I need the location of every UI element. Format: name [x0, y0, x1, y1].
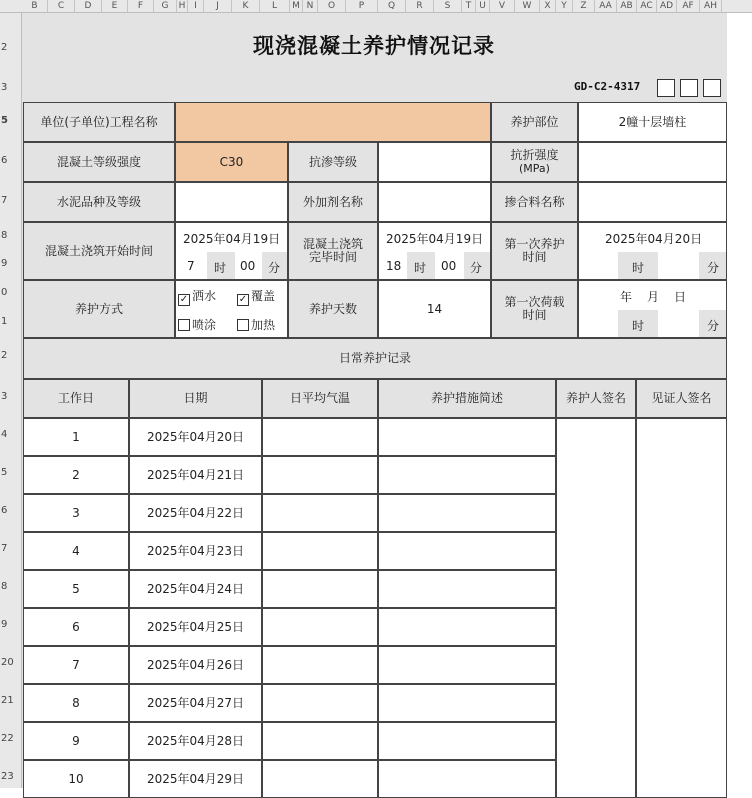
column-header[interactable]: X: [540, 0, 556, 13]
first-cure-label-line1: 第一次养护: [504, 237, 565, 251]
column-header[interactable]: C: [48, 0, 75, 13]
row-header[interactable]: 5: [1, 467, 8, 478]
cement-label: 水泥品种及等级: [23, 182, 175, 222]
column-header[interactable]: E: [102, 0, 128, 13]
mineral-value-cell[interactable]: [578, 182, 727, 222]
column-header[interactable]: K: [232, 0, 260, 13]
row-header[interactable]: 22: [1, 733, 14, 744]
first-load-label-line2: 时间: [522, 308, 547, 322]
unit-value-cell[interactable]: [175, 102, 491, 142]
date-cell[interactable]: 2025年04月23日: [129, 532, 262, 570]
end-time-label-line1: 混凝土浇筑: [302, 237, 363, 251]
admixture-label: 外加剂名称: [288, 182, 378, 222]
code-box-3[interactable]: [703, 79, 721, 97]
temp-cell[interactable]: [262, 456, 378, 494]
temp-cell[interactable]: [262, 570, 378, 608]
sheet-margin: [727, 13, 752, 788]
option-cover-label: 覆盖: [251, 289, 276, 303]
flexural-label-text: 抗折强度: [510, 148, 559, 162]
first-cure-hour-unit: 时: [632, 261, 645, 275]
row-header[interactable]: 8: [1, 230, 8, 241]
workday-cell[interactable]: 6: [23, 608, 129, 646]
row-header[interactable]: 4: [1, 429, 8, 440]
method-label: 养护方式: [23, 280, 175, 338]
workday-cell[interactable]: 3: [23, 494, 129, 532]
option-heat[interactable]: [237, 316, 275, 333]
page-title: 现浇混凝土养护情况记录: [253, 34, 495, 58]
row-header[interactable]: 3: [1, 82, 8, 93]
temp-cell[interactable]: [262, 418, 378, 456]
start-minute-unit: 分: [268, 261, 281, 275]
first-load-month-unit: 月: [647, 290, 660, 304]
start-hour[interactable]: 7: [187, 259, 195, 273]
row-header-bar: [0, 13, 22, 788]
unit-label: 单位(子单位)工程名称: [23, 102, 175, 142]
workday-cell[interactable]: 4: [23, 532, 129, 570]
measure-cell[interactable]: [378, 570, 556, 608]
option-heat-label: 加热: [251, 318, 276, 332]
first-cure-label-line2: 时间: [522, 250, 547, 264]
flexural-unit: (MPa): [519, 162, 550, 175]
end-time-label-line2: 完毕时间: [308, 250, 357, 264]
mineral-label: 掺合料名称: [491, 182, 578, 222]
option-cover[interactable]: [237, 287, 275, 306]
column-header[interactable]: AH: [700, 0, 722, 13]
first-load-label-line1: 第一次荷载: [504, 295, 565, 309]
start-hour-unit: 时: [214, 261, 227, 275]
row-header[interactable]: 2: [1, 350, 8, 361]
row-header[interactable]: 5: [1, 115, 8, 126]
first-load-year-unit: 年: [620, 290, 633, 304]
column-header[interactable]: AB: [617, 0, 637, 13]
date-cell[interactable]: 2025年04月27日: [129, 684, 262, 722]
cement-value-cell[interactable]: [175, 182, 288, 222]
workday-cell[interactable]: 5: [23, 570, 129, 608]
checkbox-spray[interactable]: [178, 319, 190, 331]
column-header[interactable]: V: [490, 0, 515, 13]
end-minute[interactable]: 00: [441, 259, 457, 273]
date-cell[interactable]: 2025年04月28日: [129, 722, 262, 760]
flexural-label: [491, 142, 578, 182]
column-header[interactable]: AC: [637, 0, 657, 13]
impermeability-value-cell[interactable]: [378, 142, 491, 182]
measure-cell[interactable]: [378, 760, 556, 798]
measure-cell[interactable]: [378, 494, 556, 532]
row-header[interactable]: 21: [1, 695, 14, 706]
row-header[interactable]: 23: [1, 771, 14, 782]
column-header[interactable]: N: [303, 0, 318, 13]
row-header[interactable]: 0: [1, 287, 8, 298]
column-header[interactable]: AF: [677, 0, 700, 13]
column-header[interactable]: G: [154, 0, 177, 13]
row-header[interactable]: 20: [1, 657, 14, 668]
col-header-witness-sign: 见证人签名: [636, 379, 727, 418]
column-header[interactable]: P: [346, 0, 378, 13]
witness-signature-cell[interactable]: [636, 418, 727, 798]
row-header[interactable]: 1: [1, 316, 8, 327]
start-time-label: 混凝土浇筑开始时间: [23, 222, 175, 280]
first-load-hour-unit: 时: [632, 319, 645, 333]
date-cell[interactable]: 2025年04月26日: [129, 646, 262, 684]
temp-cell[interactable]: [262, 722, 378, 760]
workday-cell[interactable]: 2: [23, 456, 129, 494]
date-cell[interactable]: 2025年04月24日: [129, 570, 262, 608]
column-header[interactable]: U: [476, 0, 490, 13]
column-header[interactable]: B: [22, 0, 48, 13]
column-header[interactable]: R: [406, 0, 434, 13]
end-date: 2025年04月19日: [386, 232, 484, 246]
temp-cell[interactable]: [262, 532, 378, 570]
curer-signature-cell[interactable]: [556, 418, 636, 798]
col-header-workday: 工作日: [23, 379, 129, 418]
end-hour-unit: 时: [414, 261, 427, 275]
column-header[interactable]: Z: [573, 0, 595, 13]
temp-cell[interactable]: [262, 760, 378, 798]
column-header[interactable]: Y: [556, 0, 573, 13]
temp-cell[interactable]: [262, 494, 378, 532]
column-header[interactable]: I: [188, 0, 204, 13]
workday-cell[interactable]: 8: [23, 684, 129, 722]
first-cure-minute-unit: 分: [707, 261, 720, 275]
column-header[interactable]: M: [290, 0, 303, 13]
column-header[interactable]: F: [128, 0, 154, 13]
column-header[interactable]: Q: [378, 0, 406, 13]
date-cell[interactable]: 2025年04月29日: [129, 760, 262, 798]
row-header[interactable]: 9: [1, 258, 8, 269]
col-header-temp: 日平均气温: [262, 379, 378, 418]
days-value-cell[interactable]: 14: [378, 280, 491, 338]
date-cell[interactable]: 2025年04月25日: [129, 608, 262, 646]
row-header[interactable]: 2: [1, 42, 8, 53]
measure-cell[interactable]: [378, 722, 556, 760]
grade-value-cell[interactable]: C30: [175, 142, 288, 182]
date-cell[interactable]: 2025年04月22日: [129, 494, 262, 532]
date-cell[interactable]: 2025年04月20日: [129, 418, 262, 456]
measure-cell[interactable]: [378, 532, 556, 570]
start-minute[interactable]: 00: [240, 259, 256, 273]
option-water-label: 洒水: [192, 289, 217, 303]
option-water[interactable]: [178, 287, 216, 306]
code-box-1[interactable]: [657, 79, 675, 97]
column-header[interactable]: J: [204, 0, 232, 13]
option-spray-label: 喷涂: [192, 318, 217, 332]
column-header[interactable]: W: [515, 0, 540, 13]
column-header[interactable]: S: [434, 0, 462, 13]
end-minute-unit: 分: [470, 261, 483, 275]
column-header[interactable]: AA: [595, 0, 617, 13]
measure-cell[interactable]: [378, 684, 556, 722]
option-spray[interactable]: [178, 316, 216, 333]
end-hour[interactable]: 18: [386, 259, 402, 273]
temp-cell[interactable]: [262, 684, 378, 722]
measure-cell[interactable]: [378, 456, 556, 494]
measure-cell[interactable]: [378, 646, 556, 684]
row-header[interactable]: 6: [1, 155, 8, 166]
measure-cell[interactable]: [378, 418, 556, 456]
checkbox-water[interactable]: ✓: [179, 294, 189, 305]
workday-cell[interactable]: 10: [23, 760, 129, 798]
first-load-label: [491, 280, 578, 338]
part-value-cell[interactable]: 2幢十层墙柱: [578, 102, 727, 142]
code-box-2[interactable]: [680, 79, 698, 97]
measure-cell[interactable]: [378, 608, 556, 646]
column-header[interactable]: H: [177, 0, 188, 13]
first-cure-label: [491, 222, 578, 280]
row-header[interactable]: 8: [1, 581, 8, 592]
column-header[interactable]: T: [462, 0, 476, 13]
form-code: GD-C2-4317: [574, 80, 641, 93]
daily-section-title: 日常养护记录: [23, 338, 727, 379]
start-date: 2025年04月19日: [183, 232, 281, 246]
column-header-bar: [0, 0, 752, 13]
date-cell[interactable]: 2025年04月21日: [129, 456, 262, 494]
column-header[interactable]: D: [75, 0, 102, 13]
flexural-value-cell[interactable]: [578, 142, 727, 182]
workday-cell[interactable]: 7: [23, 646, 129, 684]
grade-label: 混凝土等级强度: [23, 142, 175, 182]
days-label: 养护天数: [288, 280, 378, 338]
column-header[interactable]: AD: [657, 0, 677, 13]
part-label: 养护部位: [491, 102, 578, 142]
col-header-curer-sign: 养护人签名: [556, 379, 636, 418]
column-header[interactable]: O: [318, 0, 346, 13]
workday-cell[interactable]: 9: [23, 722, 129, 760]
row-header[interactable]: 6: [1, 505, 8, 516]
col-header-measure: 养护措施简述: [378, 379, 556, 418]
temp-cell[interactable]: [262, 646, 378, 684]
first-load-day-unit: 日: [674, 290, 687, 304]
workday-cell[interactable]: 1: [23, 418, 129, 456]
col-header-date: 日期: [129, 379, 262, 418]
admixture-value-cell[interactable]: [378, 182, 491, 222]
impermeability-label: 抗渗等级: [288, 142, 378, 182]
first-cure-date: 2025年04月20日: [605, 232, 703, 246]
row-header[interactable]: 9: [1, 619, 8, 630]
checkbox-cover[interactable]: ✓: [238, 294, 248, 305]
temp-cell[interactable]: [262, 608, 378, 646]
first-load-minute-unit: 分: [707, 319, 720, 333]
row-header[interactable]: 7: [1, 195, 8, 206]
checkbox-heat[interactable]: [237, 319, 249, 331]
column-header[interactable]: L: [260, 0, 290, 13]
row-header[interactable]: 3: [1, 391, 8, 402]
row-header[interactable]: 7: [1, 543, 8, 554]
end-time-label: [288, 222, 378, 280]
